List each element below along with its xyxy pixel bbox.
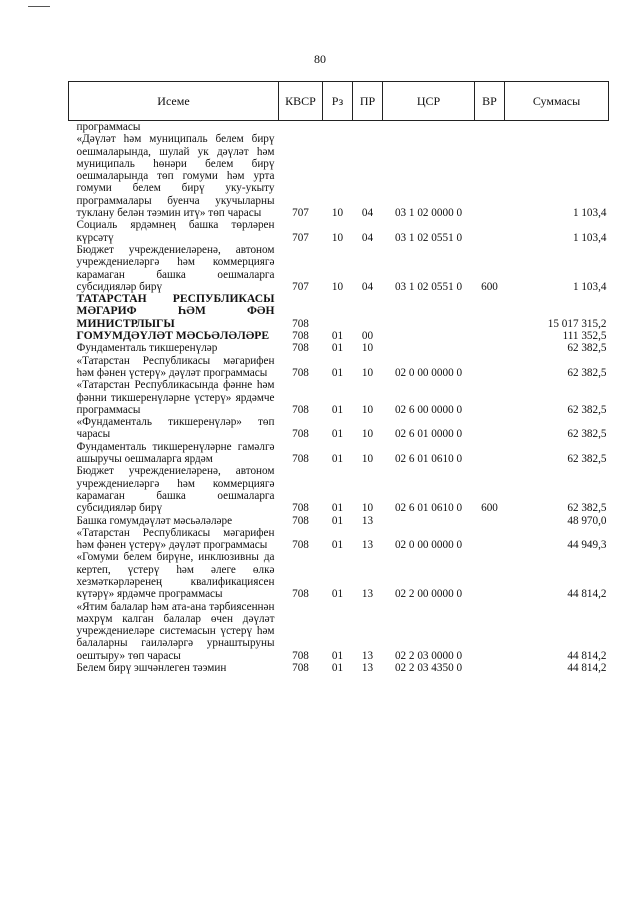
cell-sum: 44 949,3 (567, 539, 607, 552)
cell-kvsr: 708 (292, 662, 309, 675)
cell-csr (383, 342, 475, 354)
cell-csr: 02 6 01 0610 0 (394, 502, 463, 515)
cell-name: Бюджет учреждениеләренә, автоном учреждениеләргә һәм коммерциягә карамаган башка оешмаларга субсидияләр бирү (76, 243, 275, 293)
cell-csr (383, 121, 475, 134)
cell-sum: 44 814,2 (567, 588, 607, 601)
cell-name: «Татарстан Республикасында фәнне һәм фәнни тикшеренүләрне үстерү» ярдәмче программасы (76, 379, 275, 416)
cell-pr: 04 (361, 231, 374, 244)
cell-kvsr: 708 (292, 428, 309, 441)
cell-kvsr: 708 (292, 330, 309, 343)
cell-pr: 10 (361, 453, 374, 466)
cell-sum: 1 103,4 (572, 280, 607, 293)
cell-kvsr: 707 (292, 207, 309, 220)
cell-pr: 10 (361, 428, 374, 441)
cell-vr (475, 293, 505, 330)
cell-name: Бюджет учреждениеләренә, автоном учреждениеләргә һәм коммерциягә карамаган башка оешмаларга субсидияләр бирү (76, 465, 275, 515)
table-row (69, 441, 609, 466)
cell-sum: 62 382,5 (567, 366, 607, 379)
cell-rz (323, 121, 353, 134)
cell-rz: 10 (331, 231, 344, 244)
corner-mark (28, 6, 50, 7)
table-row (69, 465, 609, 514)
cell-sum: 62 382,5 (567, 428, 607, 441)
cell-name: «Татарстан Республикасы мәгарифен һәм фәнен үстерү» дәүләт программасы (76, 354, 275, 379)
table-header (69, 82, 609, 121)
cell-name: Белем бирү эшчәнлеген тәэмин (76, 662, 227, 675)
header-sum: Суммасы (505, 82, 609, 121)
cell-vr (475, 515, 505, 527)
cell-vr (475, 662, 505, 674)
table-row (69, 330, 609, 342)
cell-vr (475, 355, 505, 380)
cell-pr: 10 (361, 342, 374, 355)
cell-vr (475, 219, 505, 244)
cell-name: ТАТАРСТАН РЕСПУБЛИКАСЫ МӘГАРИФ ҺӘМ ФӘН МИНИСТРЛЫГЫ (76, 292, 275, 330)
cell-name: ГОМУМДӘҮЛӘТ МӘСЬӘЛӘЛӘРЕ (76, 329, 270, 343)
cell-kvsr: 708 (292, 588, 309, 601)
cell-rz: 01 (331, 588, 344, 601)
cell-sum: 44 814,2 (567, 649, 607, 662)
cell-rz: 01 (331, 453, 344, 466)
table-row (69, 293, 609, 330)
cell-name: «Гомуми белем бирүне, инклюзивны да кертеп, үстерү һәм әлеге өлкә хезмәткәрләренең квалификациясен күтәрү» ярдәмче программасы (76, 551, 275, 601)
table-row (69, 121, 609, 134)
table-row (69, 244, 609, 293)
cell-csr: 02 2 03 0000 0 (394, 649, 463, 662)
cell-name: «Татарстан Республикасы мәгарифен һәм фәнен үстерү» дәүләт программасы (76, 526, 275, 552)
cell-vr (475, 342, 505, 354)
cell-pr: 10 (361, 502, 374, 515)
cell-pr (353, 293, 383, 330)
table-row (69, 355, 609, 380)
table-row (69, 342, 609, 354)
cell-kvsr: 708 (292, 366, 309, 379)
cell-pr: 10 (361, 403, 374, 416)
header-name: Исеме (69, 82, 279, 121)
cell-sum: 62 382,5 (567, 342, 607, 355)
header-kvsr: КВСР (279, 82, 323, 121)
cell-name: Социаль ярдәмнең башка төрләрен күрсәтү (76, 219, 275, 244)
cell-sum: 48 970,0 (567, 514, 607, 527)
cell-name: «Ятим балалар һәм ата-ана тәрбиясеннән мәхрүм калган балалар өчен дәүләт учреждениеләре системасын үстерү һәм балаларны гаиләләргә урнаштыруны оештыру» төп чарасы (76, 600, 275, 662)
cell-kvsr: 707 (292, 231, 309, 244)
cell-rz (323, 293, 353, 330)
cell-vr (475, 441, 505, 466)
cell-csr (383, 330, 475, 342)
cell-vr (475, 416, 505, 441)
table-row (69, 527, 609, 552)
cell-kvsr: 708 (292, 514, 309, 527)
cell-csr: 03 1 02 0551 0 (394, 231, 463, 244)
cell-vr (475, 379, 505, 416)
table-row (69, 379, 609, 416)
cell-pr: 13 (361, 539, 374, 552)
cell-pr: 13 (361, 662, 374, 675)
cell-sum: 1 103,4 (572, 207, 607, 220)
cell-rz: 01 (331, 366, 344, 379)
cell-rz: 10 (331, 207, 344, 220)
cell-csr: 02 0 00 0000 0 (394, 366, 463, 379)
cell-rz: 01 (331, 330, 344, 343)
cell-csr: 03 1 02 0000 0 (394, 207, 463, 220)
cell-sum: 62 382,5 (567, 502, 607, 515)
cell-rz: 01 (331, 514, 344, 527)
cell-rz: 01 (331, 342, 344, 355)
cell-kvsr: 708 (292, 453, 309, 466)
cell-vr (475, 551, 505, 600)
cell-csr: 03 1 02 0551 0 (394, 280, 463, 293)
cell-vr (475, 133, 505, 219)
cell-name: «Дәүләт һәм муниципаль белем бирү оешмаларында, шулай ук дәүләт һәм муниципаль һөнәри белем бирү оешмаларында төп гомуми һәм урта гомуми белем бирү уку-укыту программалары буенча укучыларны туклану белән тәэмин итү» төп чарасы (76, 133, 275, 220)
cell-kvsr: 708 (292, 539, 309, 552)
header-rz: Рз (323, 82, 353, 121)
cell-rz: 01 (331, 502, 344, 515)
table-row (69, 219, 609, 244)
cell-name: «Фундаменталь тикшеренүләр» төп чарасы (76, 416, 275, 441)
cell-sum: 15 017 315,2 (547, 317, 607, 330)
cell-pr: 04 (361, 207, 374, 220)
cell-rz: 01 (331, 403, 344, 416)
cell-kvsr: 708 (292, 502, 309, 515)
cell-sum: 111 352,5 (562, 330, 607, 343)
cell-sum: 44 814,2 (567, 662, 607, 675)
cell-csr: 02 6 01 0610 0 (394, 453, 463, 466)
header-csr: ЦСР (383, 82, 475, 121)
table-row (69, 551, 609, 600)
cell-pr (353, 121, 383, 134)
cell-vr: 600 (481, 502, 498, 515)
cell-pr: 13 (361, 649, 374, 662)
cell-csr: 02 6 00 0000 0 (394, 403, 463, 416)
header-vr: ВР (475, 82, 505, 121)
header-pr: ПР (353, 82, 383, 121)
cell-pr: 10 (361, 366, 374, 379)
cell-pr: 13 (361, 514, 374, 527)
cell-name: Фундаменталь тикшеренүләрне гамәлгә ашыручы оешмаларга ярдәм (76, 440, 275, 466)
cell-name: программасы (76, 121, 141, 133)
cell-rz: 10 (331, 280, 344, 293)
cell-sum: 62 382,5 (567, 403, 607, 416)
cell-name: Фундаменталь тикшеренүләр (76, 342, 218, 355)
cell-csr: 02 6 01 0000 0 (394, 428, 463, 441)
cell-rz: 01 (331, 649, 344, 662)
cell-rz: 01 (331, 428, 344, 441)
table-row (69, 133, 609, 219)
cell-csr (383, 515, 475, 527)
cell-kvsr (279, 121, 323, 134)
cell-vr (475, 601, 505, 662)
cell-sum (505, 121, 609, 134)
cell-pr: 13 (361, 588, 374, 601)
table-row (69, 601, 609, 662)
cell-csr: 02 2 00 0000 0 (394, 588, 463, 601)
cell-rz: 01 (331, 539, 344, 552)
table-row (69, 416, 609, 441)
page-number: 80 (314, 52, 326, 66)
cell-kvsr: 708 (292, 403, 309, 416)
cell-vr: 600 (481, 280, 498, 293)
cell-vr (475, 121, 505, 134)
cell-rz: 01 (331, 662, 344, 675)
cell-kvsr: 708 (292, 649, 309, 662)
cell-kvsr: 708 (292, 317, 309, 330)
cell-csr: 02 0 00 0000 0 (394, 539, 463, 552)
cell-sum: 62 382,5 (567, 453, 607, 466)
cell-csr: 02 2 03 4350 0 (394, 662, 463, 675)
cell-name: Башка гомумдәүләт мәсьәләләре (76, 514, 233, 527)
cell-pr: 00 (361, 330, 374, 343)
cell-pr: 04 (361, 280, 374, 293)
cell-vr (475, 330, 505, 342)
table-row (69, 515, 609, 527)
cell-csr (383, 293, 475, 330)
table-body (69, 121, 609, 675)
cell-kvsr: 707 (292, 280, 309, 293)
cell-sum: 1 103,4 (572, 231, 607, 244)
cell-kvsr: 708 (292, 342, 309, 355)
budget-table (68, 81, 609, 674)
cell-vr (475, 527, 505, 552)
table-row (69, 662, 609, 674)
